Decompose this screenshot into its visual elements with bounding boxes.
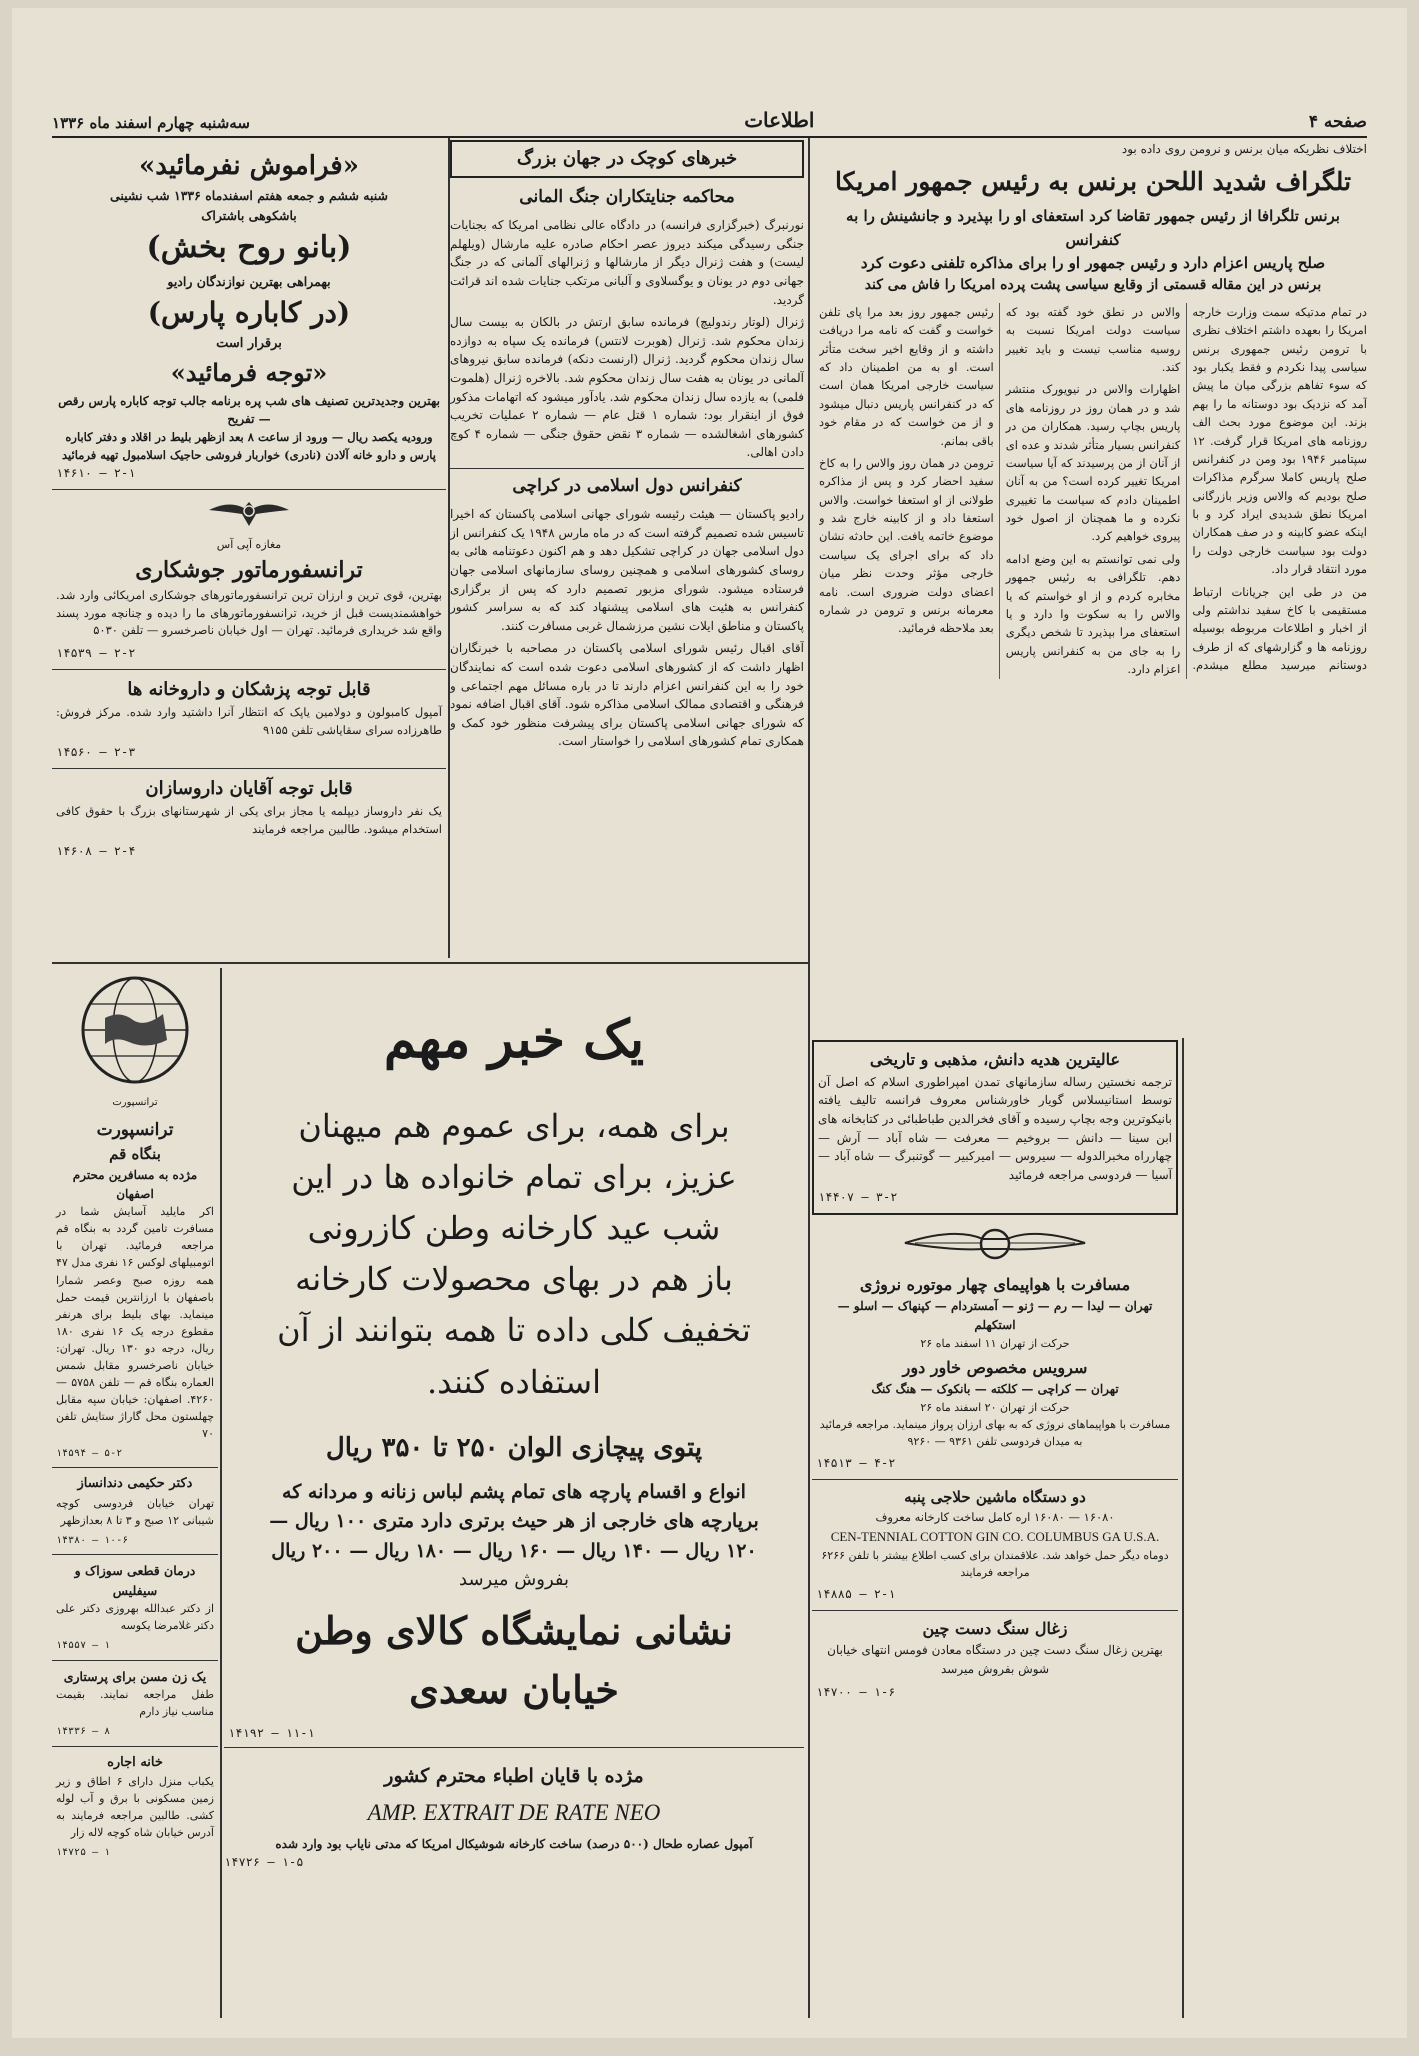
story-kicker: اختلاف نظریکه میان برنس و نرومن روی داده بود: [1121, 142, 1367, 156]
ad-code: ۱۴۳۳۶ — ۸: [56, 1726, 111, 1738]
price-line: بفروش میرسد: [459, 1569, 569, 1591]
ad-text: اکر مایلید آسایش شما در مسافرت تامین گردد به بنگاه قم مراجعه فرمائید. تهران با اتومبیلهای لوکس ۱۶ نفری مدل ۴۷ همه روزه صبح وعصر شمارا باصفهان با ارزانترین قیمت حمل مینماید. بهای بلیط برای هرنفر مقطوع درجه یک ۱۶ نفری ۱۸۰ ریال، درجه دو ۱۳۰ ریال. تهران: خیابان ناصرخسرو مقابل شمس العماره بنگاه قم — تلفن ۵۷۵۸ — ۴۲۶۰. اصفهان: خیابان سپه مقابل چهلستون محل گاراژ ستایش تلفن ۷۰: [56, 1205, 215, 1440]
story-paragraph: در تمام مدتیکه سمت وزارت خارجه امریکا را بعهده داشتم اختلاف نظری با ترومن رئیس جمهوری برنس سیاسی پیدا نکردم و فقط یکبار بود که سوء تفاهم بزرگی میان ما پیش آمد که نزدیک بود دوستانه ما را بهم بزند. این موضوع مورد بحث الف روزنامه های امریکا قرار گرفت. ۱۲ سپتامبر ۱۹۴۶ بود ومن در کنفرانس صلح پاریس کاملا سرگرم مذاکرات صلح بودیم که والاس وزیر بازرگانی امریکا نطق شدیدی ایراد کرد و با اینکه عضو کابینه و در صف همکاران دولت بود سیاست خارجی دولت را مورد انتقاد قرار داد.: [1192, 304, 1367, 577]
ad-text: دوماه دیگر حمل خواهد شد. علاقمندان برای کسب اطلاع بیشتر با تلفن ۶۲۶۶ مراجعه فرمایند: [821, 1548, 1169, 1579]
ad-code: ۱۴۵۹۴ — ۵-۲: [56, 1447, 123, 1459]
ad-line: استفاده کنند.: [427, 1362, 601, 1401]
ad-title: درمان قطعی سوزاک و سیفلیس: [74, 1563, 196, 1598]
ad-line: عزیز، برای تمام خانواده ها در این: [291, 1157, 737, 1196]
story-paragraph: رادیو پاکستان — هیئت رئیسه شورای جهانی اسلامی پاکستان که اخیرا تاسیس شده تصمیم گرفته است که در ماه مارس ۱۹۴۸ یک کنفرانس از دول اسلامی جهان در کراچی تشکیل دهد و هم اکنون دعوتنامه هائی به روسای کشورهای اسلامی و همچنین روسای سازمانهای اسلامی جهان فرستاده میشود. شورای مزبور تصمیم دارد که پس از برگزاری کنفرانس به هئیت های اسلامی پیشنهاد کند که به سراسر کشور پاکستان و مناطق ایلات نشین مرزشمال غربی مسافرت کنند.: [450, 507, 804, 633]
cabaret-ad: [52, 140, 446, 490]
ad-highlight: مژده به مسافرین محترم اصفهان: [72, 1168, 198, 1201]
ad-text: تهران خیابان فردوسی کوچه شیبانی ۱۲ صبح و ۳ تا ۸ بعدازظهر: [56, 1496, 214, 1527]
price-line: برپارچه های خارجی از هر حیث برتری دارد متری ۱۰۰ ریال —: [269, 1510, 759, 1533]
ad-title: ترانسپورت: [96, 1119, 174, 1140]
ad-text: آمپول کامبولون و دولامین یاپک که انتظار آنرا داشتید وارد شده. مرکز فروش: طاهرزاده سرای سقایاشی تلفن ۹۱۵۵: [56, 704, 442, 737]
ad-code: ۱۴۵۳۹ — ۲-۲: [56, 646, 136, 661]
ad-code: ۱۴۶۱۰ — ۲-۱: [56, 466, 136, 481]
ad-code: ۱۴۷۲۵ — ۱: [56, 1846, 111, 1858]
rental-ad: [52, 1747, 218, 1867]
ad-venue: (در کاباره پارس): [147, 295, 351, 329]
winged-logo-icon: [895, 1221, 1095, 1267]
ad-code: ۱۴۴۰۷ — ۳-۲: [818, 1190, 898, 1205]
ad-text: ورودیه یکصد ریال — ورود از ساعت ۸ بعد ازظهر بلیط در اقلاد و دفتر کاباره پارس و دارو خانه آلادن (نادری) خواربار فروشی حاجیک اسلامبول تهیه فرمائید: [61, 429, 436, 462]
faravahar-emblem-icon: [204, 496, 294, 530]
small-news-column: [450, 140, 804, 958]
ad-title: زغال سنگ دست چین: [922, 1618, 1068, 1638]
cotton-gin-ad: [812, 1480, 1178, 1611]
story-paragraph: نورنبرگ (خبرگزاری فرانسه) در دادگاه عالی نظامی امریکا که بجنایات جنگی رسیدگی میکند دیروز عصر احکام صادره علیه مارشال (ویلهلم لیست) و هفت ژنرال دیگر از مارشالها و ژنرالهای آلمانی که در جنگ جهانی دوم در یونان و یوگسلاوی و آلبانی مرتکب جنایات شده اند قرائت گردید.: [450, 218, 804, 307]
ad-code: ۱۴۳۸۰ — ۱۰-۶: [56, 1534, 129, 1546]
masthead: [52, 96, 1367, 138]
ad-title: سرویس مخصوص خاور دور: [902, 1357, 1088, 1377]
ad-latin: AMP. EXTRAIT DE RATE NEO: [367, 1800, 661, 1826]
ads-column: [52, 140, 446, 958]
story-subhead: برنس در این مقاله قسمتی از وقایع سیاسی پشت پرده امریکا را فاش می کند: [864, 277, 1322, 294]
ad-text: بهترین، قوی ترین و ارزان ترین ترانسفورماتورهای جوشکاری امریکائی وارد شد. خواهشمندیست قبل از خرید، ترانسفورماتورهای ما را دیده و چنانچه مورد پسند واقع شد خریداری فرمائید. تهران — اول خیابان ناصرخسرو — تلفن ۵۰۳۰: [56, 587, 442, 638]
column-rule: [220, 968, 222, 2018]
price-line: پتوی پیچازی الوان ۲۵۰ تا ۳۵۰ ریال: [325, 1432, 703, 1463]
book-ad: [812, 1040, 1178, 1215]
story-paragraph: ولی نمی توانستم به این وضع ادامه دهم. تلگرافی به رئیس جمهور مخابره کردم و از او خواستم که یا والاس را به سکوت وا دارد و یا استعفای مرا بپذیرد تا شخص دیگری را به جای من به کنفرانس پاریس اعزام دارد.: [1005, 551, 1181, 677]
lower-ads-column: [812, 1040, 1178, 2018]
nurse-ad: [52, 1661, 218, 1747]
story-paragraph: آقای اقبال رئیس شورای اسلامی پاکستان در مصاحبه با خبرنگاران اظهار داشت که از کشورهای اسلامی دعوت شده است که نمایندگان خود را به این کنفرانس اعزام دارند تا در باره مسائل مهم اجتماعی و فرهنگی و اقتصادی ممالک اسلامی مذاکره شود. آقای اقبال اضافه نمود که شورای جهانی اسلامی پاکستان برای پیشرفت منظور خود کمک و همکاری تمام کشورهای اسلامی را خواستار است.: [450, 641, 804, 749]
ad-address: نشانی نمایشگاه کالای وطن: [295, 1608, 733, 1654]
ad-title: قابل توجه آقایان داروسازان: [145, 777, 353, 799]
ad-text: آمپول عصاره طحال (۵۰۰ درصد) ساخت کارخانه شوشیکال امریکا که مدتی نایاب بود وارد شده: [275, 1836, 753, 1851]
ad-text: حرکت از تهران ۲۰ اسفند ماه ۲۶: [920, 1400, 1070, 1414]
story-paragraph: رئیس جمهور روز بعد مرا پای تلفن خواست و گفت که نامه مرا دریافت داشته و از وقایع اخیر سخت متأثر است. او به من اطمینان داد که سیاست خارجی امریکا همان است که در کنفرانس پاریس دنبال میشود و از من خواست که در مقام خود باقی بمانم.: [819, 304, 994, 448]
ad-code: ۱۴۸۸۵ — ۲-۱: [816, 1587, 896, 1601]
story-headline: تلگراف شدید اللحن برنس به رئیس جمهور امریکا: [834, 166, 1352, 196]
welding-ad: [52, 490, 446, 670]
ad-address: خیابان سعدی: [409, 1667, 619, 1713]
ad-text: شنبه ششم و جمعه هفتم اسفندماه ۱۳۳۶ شب نشینی: [109, 188, 389, 204]
story-paragraph: ژنرال (لوتار رندولیچ) فرمانده سابق ارتش در بالکان به بیست سال زندان محکوم شد. ژنرال (هوبرت لانتس) فرمانده یک سپاه به دوازده سال زندان محکوم گردید. ژنرال (ارنست دنکه) فرمانده سابق نیروهای آلمانی در یونان به هفت سال زندان محکوم شد. بالاخره ژنرال (هلموت فلمی) به یازده سال زندان محکوم شد. یادآور میشود که اتهامات مذکور فوق از اینقرار بود: شماره ۱ قتل عام — شماره ۲ عملیات تخریب کشورهای اشغالشده — شماره ۳ نقض حقوق جنگی — شماره ۴ کوچ دادن اهالی.: [450, 315, 804, 460]
column-rule: [808, 138, 810, 2018]
ad-text: بهترین زغال سنگ دست چین در دستگاه معادن فومس انتهای خیابان شوش بفروش میرسد: [827, 1643, 1163, 1676]
price-line: انواع و اقسام پارچه های تمام پشم لباس زنانه و مردانه که: [282, 1481, 746, 1504]
ad-text: تهران — کراچی — کلکته — بانکوک — هنگ کنگ: [871, 1382, 1119, 1397]
section-title: خبرهای کوچک در جهان بزرگ: [450, 140, 804, 178]
story-subhead: برنس تلگرافا از رئیس جمهور تقاضا کرد استعفای او را بپذیرد و جانشینش را به کنفرانس: [846, 207, 1340, 249]
vatan-factory-ad: [224, 970, 804, 2018]
story-paragraph: ترومن در همان روز والاس را به کاخ سفید احضار کرد و پس از مذاکره طولانی از او استعفا خواست. والاس استعفا داد و از کابینه خارج شد و موضوع خاتمه یافت. این حادثه نشان داد که برای اجرای یک سیاست خارجی مؤثر وحدت نظر میان اعضای دولت ضروری است. نامه معرمانه برنس و ترومن در شماره بعد ملاحظه فرمائید.: [819, 455, 994, 636]
dentist-ad: [52, 1468, 218, 1555]
ad-code: ۱۴۵۶۰ — ۲-۳: [56, 745, 136, 760]
ad-code: ۱۴۷۲۶ — ۱-۵: [224, 1855, 304, 1870]
ad-title: مژده با قایان اطباء محترم کشور: [384, 1764, 644, 1787]
section-rule: [52, 962, 808, 964]
coal-ad: [812, 1611, 1178, 1708]
main-story: [819, 140, 1367, 1000]
ad-text: بهمراهی بهترین نوازندگان رادیو: [167, 273, 331, 289]
ad-text: باشکوهی باشتراک: [201, 207, 297, 223]
issue-date: سه‌شنبه چهارم اسفند ماه ۱۳۳۶: [52, 114, 250, 132]
ad-title: خانه اجاره: [107, 1754, 163, 1770]
ad-title: قابل توجه پزشکان و داروخانه ها: [127, 678, 371, 700]
globe-logo-icon: [75, 970, 195, 1090]
story-title: محاکمه جنایتکاران جنگ المانی: [519, 186, 735, 207]
ad-title: عالیترین هدیه دانش، مذهبی و تاریخی: [869, 1050, 1121, 1069]
ad-code: ۱۴۱۹۲ — ۱۱-۱: [224, 1720, 804, 1748]
paper-name: اطلاعات: [744, 108, 815, 132]
ad-title: دو دستگاه ماشین حلاجی پنبه: [904, 1487, 1086, 1506]
ad-title: دکتر حکیمی دندانساز: [77, 1476, 193, 1492]
ad-line: باز هم در بهای محصولات کارخانه: [295, 1260, 733, 1299]
story-paragraph: اظهارات والاس در نیویورک منتشر شد و در همان روز در روزنامه های پاریس بچاپ رسید. همکاران من در کنفرانس بسیار متأثر شدند و عده ای از آنان از من پرسیدند که آیا سیاست امریکا تغییر کرده است؟ من به آنان اطمینان دادم که سیاست ما تغییری نکرده و ما همچنان از اصول خود پیروی خواهیم کرد.: [1005, 382, 1181, 544]
emblem-caption: مغازه آپی آس: [216, 537, 282, 551]
ad-text: یکباب منزل دارای ۶ اطاق و زیر زمین مسکونی با برق و آب لوله کشی. طالبین مراجعه فرمایند به آدرس خیابان شاه کوچه لاله زار: [56, 1774, 214, 1839]
logo-caption: ترانسپورت: [112, 1097, 158, 1109]
airline-ad: [812, 1215, 1178, 1480]
price-line: ۱۲۰ ریال — ۱۴۰ ریال — ۱۶۰ ریال — ۱۸۰ ریال — ۲۰۰ ریال: [271, 1539, 757, 1562]
pharmacist-ad: [52, 769, 446, 867]
page-number: صفحه ۴: [1308, 112, 1367, 132]
ad-line: تخفیف کلی داده تا همه بتوانند از آن: [277, 1311, 751, 1350]
ad-attention: «توجه فرمائید»: [170, 358, 328, 388]
classifieds-column: [52, 970, 218, 2018]
ad-title: مسافرت با هواپیمای چهار موتوره نروژی: [859, 1274, 1131, 1294]
ad-line: شب عید کارخانه وطن کازرونی: [307, 1208, 721, 1247]
ad-text: طفل مراجعه نمایند. بقیمت مناسب نیاز دارم: [56, 1687, 214, 1718]
ad-title: ترانسفورماتور جوشکاری: [135, 556, 363, 583]
column-rule: [1182, 1038, 1184, 2018]
clinic-ad: [52, 1555, 218, 1660]
ad-code: ۱۴۷۰۰ — ۱-۶: [816, 1684, 896, 1699]
ad-text: حرکت از تهران ۱۱ اسفند ماه ۲۶: [920, 1336, 1070, 1350]
ad-text: از دکتر عبدالله بهروزی دکتر علی دکتر غلامرضا یکوسه: [56, 1601, 214, 1633]
ad-code: ۱۴۵۵۷ — ۱: [56, 1640, 111, 1652]
ad-name: (بانو روح بخش): [146, 230, 352, 266]
ad-text: بهترین وجدیدترین تصنیف های شب پره برنامه جالب توجه کاباره پارس رقص — تفریح: [58, 393, 440, 427]
ad-text: تهران — لیدا — رم — ژنو — آمستردام — کپنهاک — اسلو — استکهلم: [837, 1299, 1153, 1332]
ad-text: یک نفر داروساز دیپلمه یا مجاز برای یکی از شهرستانهای بزرگ با حقوق کافی استخدام میشود. طالبین مراجعه فرمایند: [56, 803, 442, 836]
ad-text: مسافرت با هواپیماهای نروژی که به بهای ارزان پرواز مینماید. مراجعه فرمائید به میدان فردوسی تلفن ۹۳۶۱ — ۹۲۶۰: [819, 1418, 1171, 1449]
ad-headline: یک خبر مهم: [383, 1009, 645, 1070]
ad-title: «فراموش نفرمائید»: [139, 151, 359, 181]
ad-text: برقرار است: [216, 336, 282, 352]
story-paragraph: من در طی این جریانات ارتباط مستقیمی با کاخ سفید نداشتم ولی از اخبار و اطلاعات مربوطه بوسیله روزنامه ها و گزارشهای که از طرف دوستانم میرسید مطلع میشدم. والاس در نطق خود گفته بود که سیاست دولت امریکا نسبت به روسیه مناسب نیست و باید تغییر کند.: [1005, 304, 1367, 673]
ad-subtitle: بنگاه قم: [109, 1144, 161, 1163]
ad-code: ۱۴۵۱۳ — ۴-۲: [816, 1456, 896, 1471]
ad-text: ترجمه نخستین رساله سازمانهای تمدن امپراطوری اسلام که اصل آن توسط استانیسلاس گویار خاورشناس معروف فرانسه تالیف یافته بانیکوترین وجه بچاپ رسیده و آقای فخرالدین طباطبائی در کتابخانه های ابن سینا — دانش — بروخیم — معرفت — شاه آباد — آرش — چهارراه مخبرالدوله — سیروس — امیرکبیر — گوتنبرگ — شاه آباد — آسیا — فردوسی مراجعه فرمائید: [818, 1074, 1172, 1182]
transport-ad: [52, 1111, 218, 1469]
newspaper-page: [12, 8, 1407, 2038]
story-title: کنفرانس دول اسلامی در کراچی: [450, 468, 804, 499]
ad-code: ۱۴۶۰۸ — ۲-۴: [56, 844, 136, 859]
ad-text: ۱۶۰۸۰ — ۱۶۰۸۰ اره کامل ساخت کارخانه معروف: [875, 1509, 1115, 1524]
ad-latin: CEN-TENNIAL COTTON GIN CO. COLUMBUS GA U.S.A.: [830, 1528, 1160, 1544]
story-subhead: صلح پاریس اعزام دارد و رئیس جمهور او را برای مذاکره تلفنی دعوت کرد: [860, 253, 1326, 272]
ad-line: برای همه، برای عموم هم میهنان: [298, 1106, 730, 1145]
ad-title: یک زن مسن برای پرستاری: [63, 1668, 207, 1684]
pharmacy-ad: [52, 670, 446, 769]
